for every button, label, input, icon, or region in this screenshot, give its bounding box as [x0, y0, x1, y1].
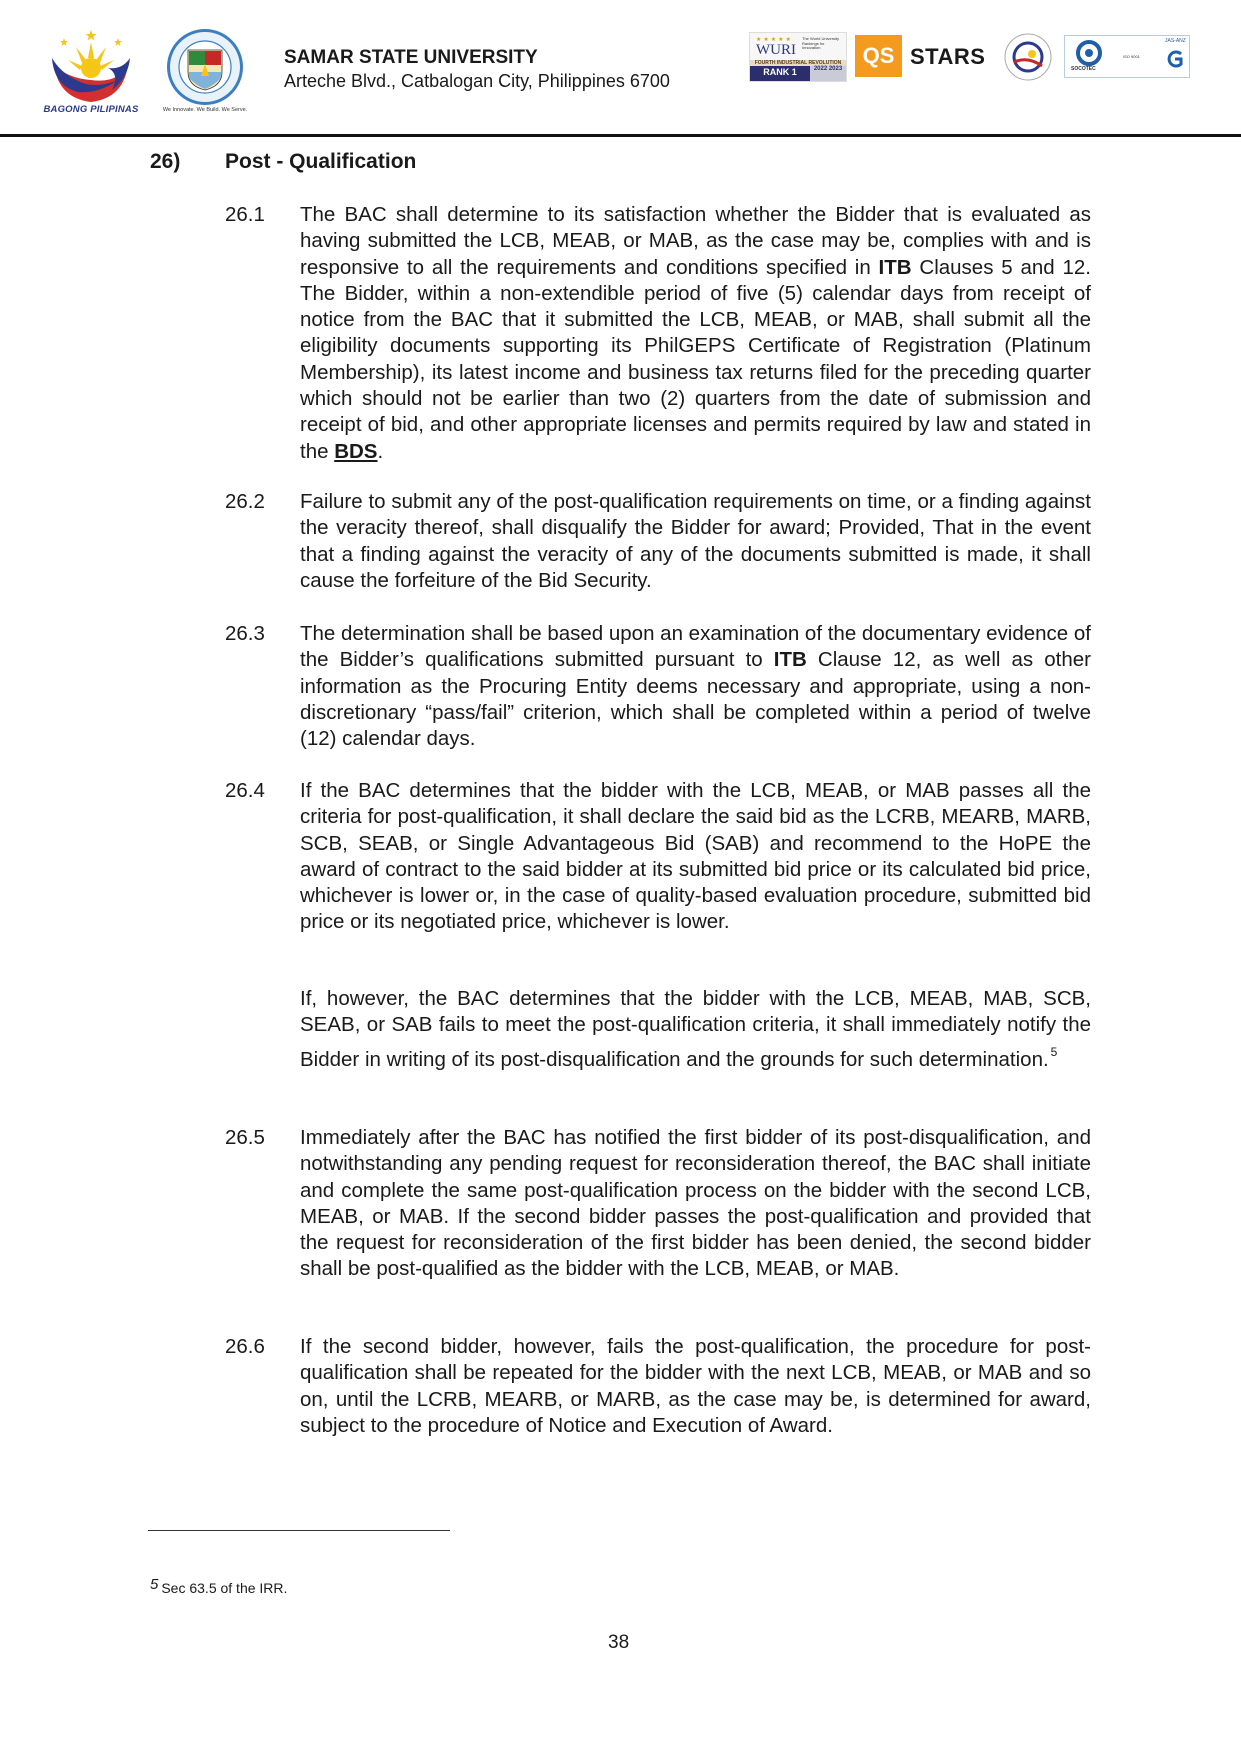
footnote-text: Sec 63.5 of the IRR.: [161, 1580, 288, 1596]
letterhead: [0, 0, 1241, 137]
itb-reference: ITB: [773, 648, 807, 672]
clause-text: [300, 621, 1091, 752]
clause-text-part: Clauses 5 and 12. The Bidder, within a non-extendible period of five (5) calendar days from receipt of notice from the BAC that it submitted the LCB, MEAB, or MAB, shall submit all the eligibility documents supporting its PhilGEPS Certificate of Registration (Platinum Membership), its latest income and business tax returns filed for the preceding quarter which should not be earlier than two (2) quarters from the date of submission and receipt of bid, and other appropriate licenses and permits required by law and stated in the: [300, 255, 1091, 463]
footnote-separator: [148, 1530, 450, 1531]
bds-reference: BDS: [334, 439, 378, 463]
clause-text: If the BAC determines that the bidder with the LCB, MEAB, or MAB passes all the criteria for post-qualification, it shall declare the said bid as the LCRB, MEARB, MARB, SCB, SEAB, or Single Advantageous Bid (SAB) and recommend to the HoPE the award of contract to the said bidder at its submitted bid price or its calculated bid price, whichever is lower or, in the case of quality-based evaluation procedure, submitted bid price or its negotiated price, whichever is lower.: [300, 779, 1091, 934]
ssu-seal-logo: [155, 28, 255, 118]
iso-certification-badge: [1064, 35, 1190, 78]
clause-text: [300, 202, 1091, 465]
university-name: SAMAR STATE UNIVERSITY: [284, 47, 538, 68]
header-divider: [0, 134, 1241, 137]
section-title: Post - Qualification: [225, 150, 417, 173]
qs-stars-label: STARS: [910, 44, 986, 69]
clause-text-part: The determination shall be based upon an examination of the documentary evidence of the Bidder’s qualifications submitted pursuant to: [300, 622, 1091, 672]
clause-text: If the second bidder, however, fails the post-qualification, the procedure for post-qualification shall be repeated for the bidder with the next LCB, MEAB, or MAB and so on, until the LCRB, MEARB, or MARB, as the case may be, is determined for award, subject to the procedure of Notice and Execution of Award.: [300, 1335, 1091, 1437]
wuri-ranking-badge: [749, 32, 847, 82]
itb-reference: ITB: [878, 255, 912, 279]
wuri-years: 2022 2023: [810, 66, 846, 81]
footnote: [150, 1576, 287, 1596]
quality-award-seal-icon: [1002, 32, 1054, 82]
footnote-reference[interactable]: 5: [1050, 1044, 1058, 1059]
wuri-category: FOURTH INDUSTRIAL REVOLUTION: [750, 60, 846, 66]
page-number: 38: [608, 1632, 630, 1653]
iso-accreditor: JAS-ANZ: [1165, 38, 1186, 44]
rating-stars-icon: ★★★★★: [756, 37, 793, 43]
bagong-pilipinas-emblem-icon: [48, 28, 134, 104]
clause-number: 26.5: [225, 1126, 265, 1149]
ssu-tagline: We Innovate. We Build. We Serve.: [162, 107, 248, 113]
iso-certifier: SOCOTEC: [1071, 66, 1096, 72]
bagong-pilipinas-wordmark: BAGONG PILIPINAS: [43, 104, 139, 115]
clause-number: 26.3: [225, 622, 265, 645]
clause-continuation-text: If, however, the BAC determines that the bidder with the LCB, MEAB, MAB, SCB, SEAB, or SAB fails to meet the post-qualification criteria, it shall immediately notify the Bidder in writing of its post-disqualification and the grounds for such determination.: [300, 987, 1091, 1071]
clause-continuation: [300, 986, 1091, 1073]
clause-text-part: .: [377, 439, 384, 463]
clause-text-part: The BAC shall determine to its satisfaction whether the Bidder that is evaluated as having submitted the LCB, MEAB, or MAB, as the case may be, complies with and is responsive to all the requirements and conditions specified in: [300, 203, 1091, 279]
clause-number: 26.2: [225, 490, 265, 513]
section-number: 26): [150, 150, 181, 173]
wuri-name: WURI: [756, 42, 796, 58]
wuri-rank: RANK 1: [750, 66, 810, 81]
qs-logo-badge: QS: [855, 35, 902, 77]
clause-number: 26.1: [225, 203, 265, 226]
clause-text-part: Clause 12, as well as other information as the Procuring Entity deems necessary and appropriate, using a non-discretionary “pass/fail” criterion, which shall be completed within a period of twelve (12) calendar days.: [300, 648, 1091, 751]
clause-text: Immediately after the BAC has notified the first bidder of its post-disqualification, and notwithstanding any pending request for reconsideration thereof, the BAC shall initiate and complete the same post-qualification process on the bidder with the second LCB, MEAB, or MAB. If the second bidder passes the post-qualification and provided that the request for reconsideration of the first bidder has been denied, the second bidder shall be post-qualified as the bidder with the LCB, MEAB, or MAB.: [300, 1126, 1091, 1281]
footnote-marker: 5: [150, 1576, 159, 1593]
bagong-pilipinas-logo: [36, 28, 146, 118]
wuri-subtitle: The World University Rankings for Innovation: [802, 36, 840, 50]
jas-anz-logo-icon: [1165, 49, 1185, 69]
clause-number: 26.4: [225, 779, 265, 802]
university-address: Arteche Blvd., Catbalogan City, Philippines 6700: [284, 71, 670, 91]
socotec-logo-icon: [1073, 39, 1113, 69]
clause-number: 26.6: [225, 1335, 265, 1358]
university-seal-icon: [158, 28, 252, 106]
clause-text: Failure to submit any of the post-qualification requirements on time, or a finding against the veracity thereof, shall disqualify the Bidder for award; Provided, That in the event that a finding against the veracity of any of the documents submitted is made, it shall cause the forfeiture of the Bid Security.: [300, 490, 1091, 592]
iso-standard: ISO 9001: [1123, 54, 1140, 59]
